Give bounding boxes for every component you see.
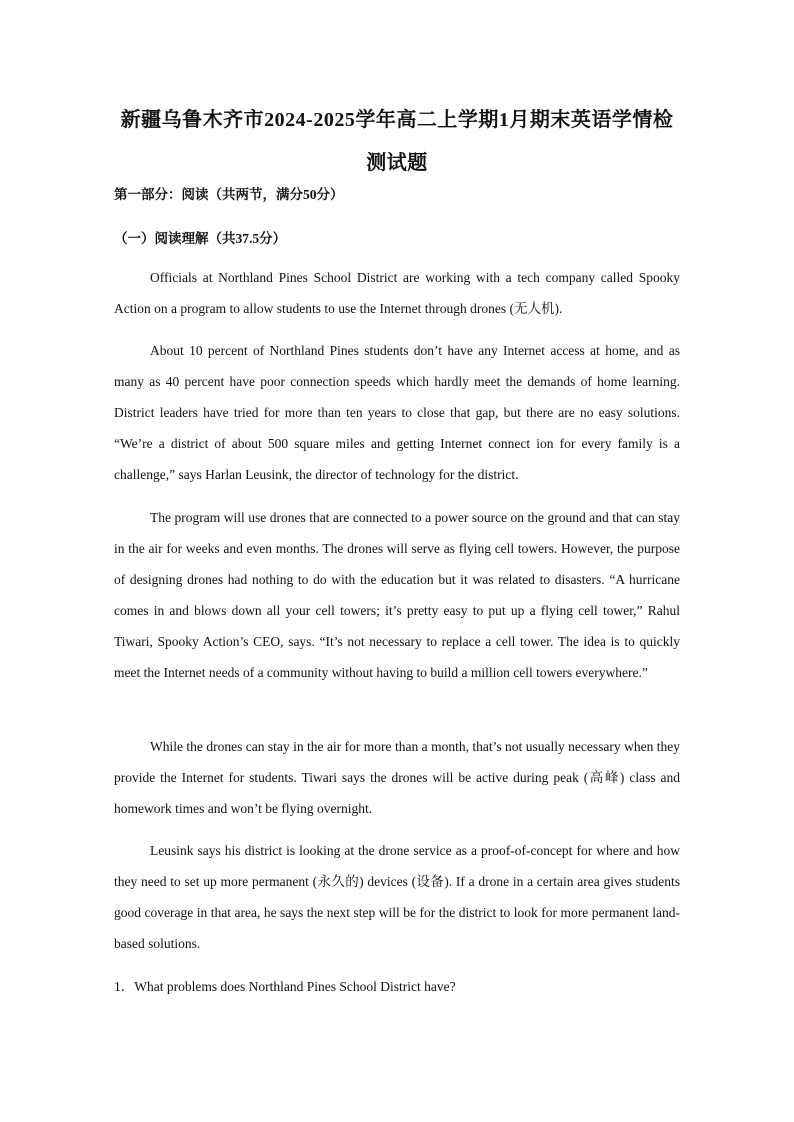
- passage-paragraph-4: While the drones can stay in the air for more than a month, that’s not usually necessary when they provide the Internet for students. Tiwari says the drones will be active during peak (高峰) class and homework times and won’t be flying overnight.: [114, 739, 680, 816]
- document-title-line-2: 测试题: [366, 152, 428, 174]
- passage-paragraph-3: The program will use drones that are connected to a power source on the ground and that can stay in the air for weeks and even months. The drones will serve as flying cell towers. However, the purpose of designing drones had nothing to do with the education but it was related to disasters. “A hurricane comes in and blows down all your cell towers; it’s pretty easy to put up a flying cell tower,” Rahul Tiwari, Spooky Action’s CEO, says. “It’s not necessary to replace a cell tower. The idea is to quickly meet the Internet needs of a community without having to build a million cell towers everywhere.”: [114, 510, 680, 680]
- section-heading: （一）阅读理解（共37.5分）: [114, 231, 287, 246]
- question-1: 1．What problems does Northland Pines School District have?: [114, 979, 456, 994]
- passage-paragraph-1: Officials at Northland Pines School District are working with a tech company called Spooky Action on a program to allow students to use the Internet through drones (无人机).: [114, 270, 680, 316]
- part-heading: 第一部分：阅读（共两节，满分50分）: [114, 187, 344, 202]
- passage-paragraph-2: About 10 percent of Northland Pines students don’t have any Internet access at home, and as many as 40 percent have poor connection speeds which hardly meet the demands of home learning. District leaders have tried for more than ten years to close that gap, but there are no easy solutions. “We’re a district of about 500 square miles and getting Internet connect ion for every family is a challenge,” says Harlan Leusink, the director of technology for the district.: [114, 343, 680, 482]
- document-title-line-1: 新疆乌鲁木齐市2024-2025学年高二上学期1月期末英语学情检: [120, 109, 674, 131]
- passage-paragraph-5: Leusink says his district is looking at the drone service as a proof-of-concept for where and how they need to set up more permanent (永久的) devices (设备). If a drone in a certain area gives students good coverage in that area, he says the next step will be for the district to look for more permanent land-based solutions.: [114, 843, 680, 951]
